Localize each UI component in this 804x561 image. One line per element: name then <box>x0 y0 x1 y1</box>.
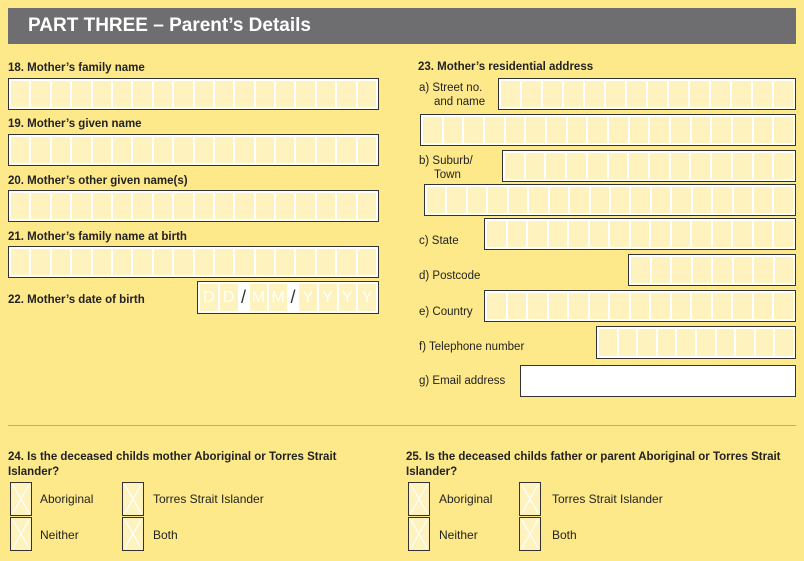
character-cell[interactable] <box>296 249 314 275</box>
character-cell[interactable] <box>423 117 442 143</box>
character-cell[interactable] <box>506 117 525 143</box>
character-cell[interactable] <box>651 221 670 247</box>
character-cell[interactable] <box>570 187 588 213</box>
character-cell[interactable] <box>72 137 90 163</box>
character-cell[interactable] <box>692 293 711 319</box>
street-label <box>419 81 485 109</box>
character-cell[interactable] <box>648 81 667 107</box>
character-cell[interactable] <box>508 221 527 247</box>
character-cell[interactable] <box>52 81 70 107</box>
character-cell[interactable] <box>296 193 314 219</box>
character-cell[interactable] <box>195 137 213 163</box>
character-cell[interactable] <box>753 81 772 107</box>
character-cell[interactable] <box>546 153 565 179</box>
character-cell[interactable] <box>133 137 151 163</box>
q24-both-label: Both <box>153 528 178 542</box>
character-cell[interactable] <box>235 81 253 107</box>
character-cell[interactable] <box>756 329 774 356</box>
character-cell[interactable] <box>692 117 711 143</box>
character-cell[interactable] <box>113 137 131 163</box>
character-cell[interactable] <box>590 293 609 319</box>
character-cell[interactable] <box>732 81 751 107</box>
section-header <box>8 8 796 44</box>
character-cell[interactable] <box>775 329 793 356</box>
character-cell[interactable] <box>754 293 773 319</box>
character-cell[interactable] <box>717 329 735 356</box>
state-field[interactable] <box>484 218 796 250</box>
character-cell[interactable] <box>588 117 607 143</box>
dob-year-cell[interactable]: Y <box>339 284 357 311</box>
character-cell[interactable] <box>693 257 712 283</box>
character-cell[interactable] <box>734 187 752 213</box>
character-cell[interactable] <box>754 221 773 247</box>
dob-year-cell[interactable]: Y <box>319 284 337 311</box>
character-cell[interactable] <box>174 81 192 107</box>
q24-aboriginal-checkbox[interactable] <box>10 482 32 516</box>
character-cell[interactable] <box>610 221 629 247</box>
character-cell[interactable] <box>713 187 731 213</box>
character-cell[interactable] <box>276 193 294 219</box>
mothers-family-name-at-birth-field[interactable] <box>8 246 379 278</box>
character-cell[interactable] <box>671 117 690 143</box>
mothers-other-given-names-field[interactable] <box>8 190 379 222</box>
character-cell[interactable] <box>569 293 588 319</box>
character-cell[interactable] <box>488 187 506 213</box>
character-cell[interactable] <box>256 81 274 107</box>
q24-neither-checkbox[interactable] <box>10 517 32 551</box>
character-cell[interactable] <box>609 117 628 143</box>
character-cell[interactable] <box>317 81 335 107</box>
character-cell[interactable] <box>672 293 691 319</box>
character-cell[interactable] <box>11 193 29 219</box>
character-cell[interactable] <box>501 81 520 107</box>
mothers-residential-address-label: 23. Mother’s residential address <box>418 61 594 73</box>
q25-neither-checkbox[interactable] <box>408 517 430 551</box>
character-cell[interactable] <box>468 187 486 213</box>
character-cell[interactable] <box>276 137 294 163</box>
character-cell[interactable] <box>358 193 376 219</box>
character-cell[interactable] <box>276 81 294 107</box>
character-cell[interactable] <box>215 193 233 219</box>
character-cell[interactable] <box>31 193 49 219</box>
q25-both-checkbox[interactable] <box>519 517 541 551</box>
character-cell[interactable] <box>113 249 131 275</box>
character-cell[interactable] <box>93 81 111 107</box>
character-cell[interactable] <box>712 117 731 143</box>
character-cell[interactable] <box>774 221 793 247</box>
character-cell[interactable] <box>11 137 29 163</box>
q25-question-line1: 25. Is the deceased childs father or parent Aboriginal or Torres Strait <box>406 451 781 463</box>
email-label: g) Email address <box>419 375 506 387</box>
character-cell[interactable] <box>671 153 690 179</box>
character-cell[interactable] <box>52 193 70 219</box>
character-cell[interactable] <box>585 81 604 107</box>
q25-both-label: Both <box>552 528 577 542</box>
character-cell[interactable] <box>276 249 294 275</box>
character-cell[interactable] <box>522 81 541 107</box>
character-cell[interactable] <box>672 257 691 283</box>
q24-both-checkbox[interactable] <box>122 517 144 551</box>
character-cell[interactable] <box>11 249 29 275</box>
character-cell[interactable] <box>591 187 609 213</box>
checkbox-x-mark-icon <box>409 518 429 550</box>
character-cell[interactable] <box>215 249 233 275</box>
character-cell[interactable] <box>11 81 29 107</box>
checkbox-x-mark-icon <box>520 518 540 550</box>
street-label-line1: a) Street no. <box>419 82 483 94</box>
character-cell[interactable] <box>528 221 547 247</box>
character-cell[interactable] <box>133 81 151 107</box>
email-field[interactable] <box>520 365 796 397</box>
character-cell[interactable] <box>627 81 646 107</box>
character-cell[interactable] <box>543 81 562 107</box>
street-field-line2[interactable] <box>420 114 796 146</box>
character-cell[interactable] <box>610 293 629 319</box>
section-title: PART THREE – Parent’s Details <box>28 15 311 36</box>
character-cell[interactable] <box>464 117 483 143</box>
character-cell[interactable] <box>569 221 588 247</box>
character-cell[interactable] <box>174 137 192 163</box>
character-cell[interactable] <box>444 117 463 143</box>
character-cell[interactable] <box>337 137 355 163</box>
character-cell[interactable] <box>296 137 314 163</box>
suburb-label-line2: Town <box>434 169 461 181</box>
character-cell[interactable] <box>487 221 506 247</box>
q24-aboriginal-label: Aboriginal <box>40 492 94 506</box>
character-cell[interactable] <box>337 193 355 219</box>
character-cell[interactable] <box>113 193 131 219</box>
character-cell[interactable] <box>505 153 524 179</box>
character-cell[interactable] <box>215 137 233 163</box>
character-cell[interactable] <box>235 193 253 219</box>
character-cell[interactable] <box>52 137 70 163</box>
character-cell[interactable] <box>630 117 649 143</box>
state-label: c) State <box>419 235 459 247</box>
character-cell[interactable] <box>652 187 670 213</box>
character-cell[interactable] <box>317 249 335 275</box>
character-cell[interactable] <box>235 137 253 163</box>
character-cell[interactable] <box>736 329 754 356</box>
character-cell[interactable] <box>235 249 253 275</box>
character-cell[interactable] <box>631 187 649 213</box>
character-cell[interactable] <box>629 153 648 179</box>
character-cell[interactable] <box>317 137 335 163</box>
character-cell[interactable] <box>774 293 793 319</box>
character-cell[interactable] <box>256 249 274 275</box>
dob-day-cell[interactable]: D <box>220 284 238 311</box>
character-cell[interactable] <box>713 293 732 319</box>
character-cell[interactable] <box>337 249 355 275</box>
dob-month-cell[interactable]: M <box>269 284 287 311</box>
character-cell[interactable] <box>650 153 669 179</box>
character-cell[interactable] <box>677 329 695 356</box>
q25-torres-strait-label: Torres Strait Islander <box>552 492 663 506</box>
checkbox-x-mark-icon <box>520 483 540 515</box>
character-cell[interactable] <box>672 221 691 247</box>
section-divider <box>8 425 796 426</box>
checkbox-x-mark-icon <box>11 483 31 515</box>
mothers-family-name-at-birth-label: 21. Mother’s family name at birth <box>8 231 187 243</box>
character-cell[interactable] <box>631 257 650 283</box>
q25-aboriginal-label: Aboriginal <box>439 492 493 506</box>
character-cell[interactable] <box>712 153 731 179</box>
character-cell[interactable] <box>611 187 629 213</box>
character-cell[interactable] <box>195 81 213 107</box>
character-cell[interactable] <box>52 249 70 275</box>
character-cell[interactable] <box>690 81 709 107</box>
character-cell[interactable] <box>733 153 752 179</box>
mothers-date-of-birth-label: 22. Mother’s date of birth <box>8 294 145 306</box>
character-cell[interactable] <box>669 81 688 107</box>
checkbox-x-mark-icon <box>123 518 143 550</box>
character-cell[interactable] <box>549 221 568 247</box>
character-cell[interactable] <box>93 249 111 275</box>
q24-question-line1: 24. Is the deceased childs mother Aboriginal or Torres Strait <box>8 451 337 463</box>
character-cell[interactable] <box>693 187 711 213</box>
character-cell[interactable] <box>774 117 793 143</box>
character-cell[interactable] <box>358 137 376 163</box>
character-cell[interactable] <box>568 117 587 143</box>
street-label-line2: and name <box>434 96 486 108</box>
character-cell[interactable] <box>697 329 715 356</box>
suburb-field-line2[interactable] <box>424 184 796 216</box>
character-cell[interactable] <box>733 293 752 319</box>
q24-neither-label: Neither <box>40 528 79 542</box>
character-cell[interactable] <box>72 81 90 107</box>
character-cell[interactable] <box>599 329 617 356</box>
character-cell[interactable] <box>154 249 172 275</box>
q25-aboriginal-checkbox[interactable] <box>408 482 430 516</box>
character-cell[interactable] <box>529 187 547 213</box>
character-cell[interactable] <box>754 117 773 143</box>
postcode-label: d) Postcode <box>419 270 481 282</box>
mothers-given-name-field[interactable] <box>8 134 379 166</box>
character-cell[interactable] <box>567 153 586 179</box>
character-cell[interactable] <box>609 153 628 179</box>
postcode-field[interactable] <box>628 254 796 286</box>
character-cell[interactable] <box>337 81 355 107</box>
character-cell[interactable] <box>508 293 527 319</box>
q25-torres-strait-checkbox[interactable] <box>519 482 541 516</box>
character-cell[interactable] <box>754 187 772 213</box>
character-cell[interactable] <box>195 193 213 219</box>
q24-question <box>8 450 336 480</box>
q24-torres-strait-label: Torres Strait Islander <box>153 492 264 506</box>
character-cell[interactable] <box>631 293 650 319</box>
mothers-family-name-label: 18. Mother’s family name <box>8 62 145 74</box>
character-cell[interactable] <box>487 293 506 319</box>
character-cell[interactable] <box>526 153 545 179</box>
dob-year-cell[interactable]: Y <box>358 284 376 311</box>
character-cell[interactable] <box>619 329 637 356</box>
q25-question <box>406 450 781 480</box>
character-cell[interactable] <box>358 249 376 275</box>
character-cell[interactable] <box>658 329 676 356</box>
character-cell[interactable] <box>447 187 465 213</box>
character-cell[interactable] <box>72 249 90 275</box>
character-cell[interactable] <box>650 117 669 143</box>
character-cell[interactable] <box>72 193 90 219</box>
character-cell[interactable] <box>711 81 730 107</box>
mothers-family-name-field[interactable] <box>8 78 379 110</box>
character-cell[interactable] <box>606 81 625 107</box>
character-cell[interactable] <box>154 193 172 219</box>
character-cell[interactable] <box>154 137 172 163</box>
character-cell[interactable] <box>775 257 794 283</box>
dob-separator: / <box>289 284 297 311</box>
character-cell[interactable] <box>133 193 151 219</box>
mothers-date-of-birth-field[interactable] <box>197 281 379 314</box>
character-cell[interactable] <box>256 193 274 219</box>
character-cell[interactable] <box>733 117 752 143</box>
suburb-field-line1[interactable] <box>502 150 796 182</box>
character-cell[interactable] <box>526 117 545 143</box>
character-cell[interactable] <box>256 137 274 163</box>
character-cell[interactable] <box>113 81 131 107</box>
character-cell[interactable] <box>651 293 670 319</box>
character-cell[interactable] <box>31 81 49 107</box>
dob-separator: / <box>240 284 248 311</box>
character-cell[interactable] <box>154 81 172 107</box>
character-cell[interactable] <box>652 257 671 283</box>
checkbox-x-mark-icon <box>123 483 143 515</box>
character-cell[interactable] <box>93 137 111 163</box>
character-cell[interactable] <box>631 221 650 247</box>
character-cell[interactable] <box>774 187 792 213</box>
character-cell[interactable] <box>427 187 445 213</box>
character-cell[interactable] <box>754 257 773 283</box>
character-cell[interactable] <box>133 249 151 275</box>
character-cell[interactable] <box>174 193 192 219</box>
character-cell[interactable] <box>195 249 213 275</box>
character-cell[interactable] <box>317 193 335 219</box>
character-cell[interactable] <box>691 153 710 179</box>
country-field[interactable] <box>484 290 796 322</box>
character-cell[interactable] <box>588 153 607 179</box>
country-label: e) Country <box>419 306 473 318</box>
character-cell[interactable] <box>754 153 773 179</box>
telephone-label: f) Telephone number <box>419 341 525 353</box>
dob-day-cell[interactable]: D <box>200 284 218 311</box>
character-cell[interactable] <box>774 153 793 179</box>
mothers-given-name-label: 19. Mother’s given name <box>8 118 142 130</box>
character-cell[interactable] <box>31 249 49 275</box>
character-cell[interactable] <box>713 257 732 283</box>
character-cell[interactable] <box>296 81 314 107</box>
character-cell[interactable] <box>547 117 566 143</box>
character-cell[interactable] <box>564 81 583 107</box>
character-cell[interactable] <box>93 193 111 219</box>
q25-question-line2: Islander? <box>406 466 458 478</box>
suburb-label-line1: b) Suburb/ <box>419 155 473 167</box>
dob-year-cell[interactable]: Y <box>299 284 317 311</box>
character-cell[interactable] <box>672 187 690 213</box>
q24-torres-strait-checkbox[interactable] <box>122 482 144 516</box>
character-cell[interactable] <box>215 81 233 107</box>
character-cell[interactable] <box>590 221 609 247</box>
street-field-line1[interactable] <box>498 78 796 110</box>
character-cell[interactable] <box>358 81 376 107</box>
character-cell[interactable] <box>638 329 656 356</box>
character-cell[interactable] <box>733 221 752 247</box>
checkbox-x-mark-icon <box>11 518 31 550</box>
dob-month-cell[interactable]: M <box>250 284 268 311</box>
mothers-other-given-names-label: 20. Mother’s other given name(s) <box>8 175 188 187</box>
checkbox-x-mark-icon <box>409 483 429 515</box>
character-cell[interactable] <box>713 221 732 247</box>
character-cell[interactable] <box>734 257 753 283</box>
character-cell[interactable] <box>774 81 793 107</box>
character-cell[interactable] <box>31 137 49 163</box>
q24-question-line2: Islander? <box>8 466 60 478</box>
character-cell[interactable] <box>528 293 547 319</box>
suburb-label <box>419 154 473 182</box>
character-cell[interactable] <box>485 117 504 143</box>
q25-neither-label: Neither <box>439 528 478 542</box>
telephone-field[interactable] <box>596 326 796 359</box>
character-cell[interactable] <box>174 249 192 275</box>
character-cell[interactable] <box>692 221 711 247</box>
character-cell[interactable] <box>549 293 568 319</box>
character-cell[interactable] <box>509 187 527 213</box>
character-cell[interactable] <box>550 187 568 213</box>
